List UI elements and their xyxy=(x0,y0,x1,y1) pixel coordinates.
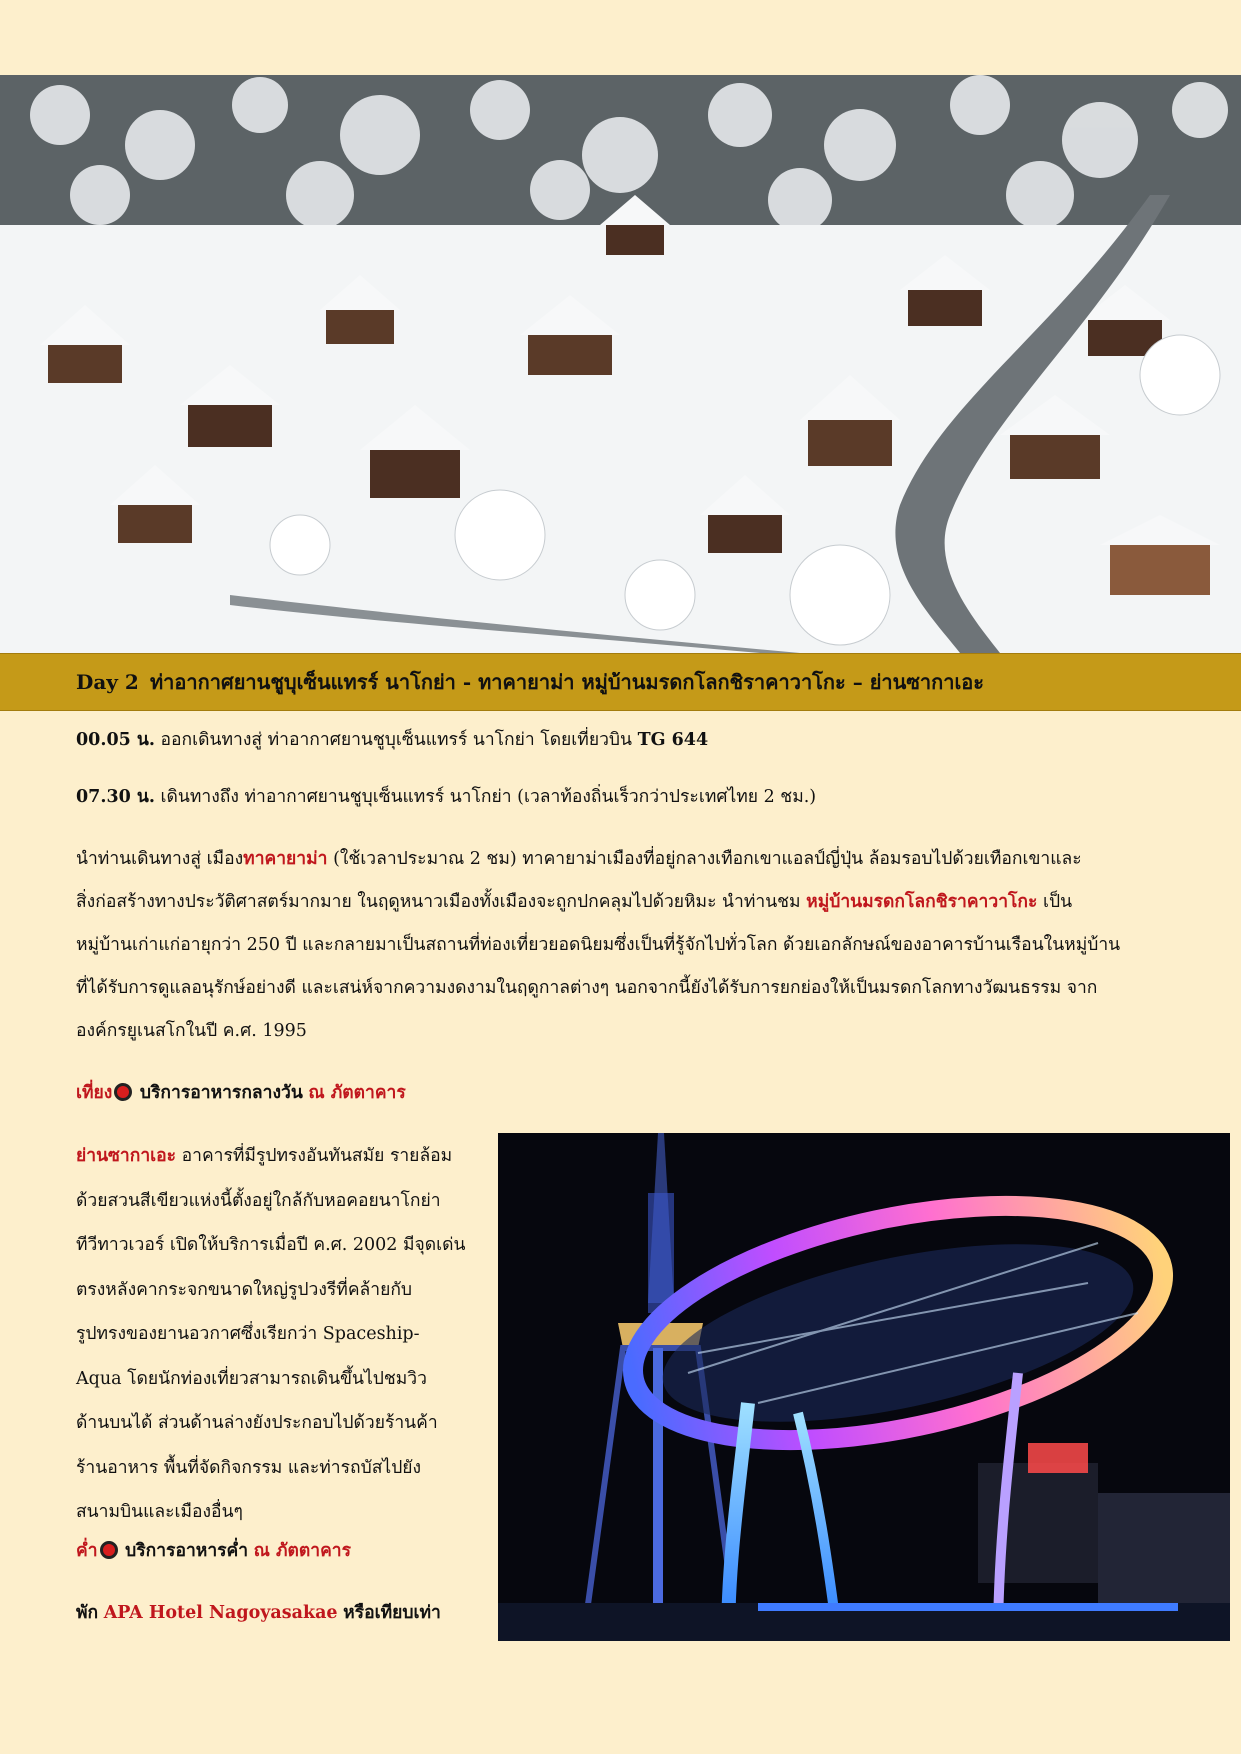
description-paragraph xyxy=(76,838,1166,1053)
day-header-bar xyxy=(0,653,1241,711)
snow-village-illustration xyxy=(0,75,1241,653)
day-title: ท่าอากาศยานชูบุเซ็นแทรร์ นาโกย่า - ทาคายาม่า หมู่บ้านมรดกโลกชิราคาวาโกะ – ย่านซากาเอะ xyxy=(150,670,985,694)
highlight-takayama: ทาคายาม่า xyxy=(243,849,328,869)
flight-number: TG 644 xyxy=(637,730,709,750)
day-label: Day 2 xyxy=(76,670,139,694)
lunch-text: บริการอาหารกลางวัน xyxy=(139,1083,303,1103)
plate-icon xyxy=(100,1541,118,1559)
description-line: องค์กรยูเนสโกในปี ค.ศ. 1995 xyxy=(76,1021,307,1041)
dinner-venue: ณ ภัตตาคาร xyxy=(253,1541,352,1561)
sakae-line: ด้วยสวนสีเขียวแห่งนี้ตั้งอยู่ใกล้กับหอคอยนาโกย่า xyxy=(76,1190,441,1211)
hero-photo-shirakawago xyxy=(0,75,1241,653)
sakae-line: Aqua โดยนักท่องเที่ยวสามารถเดินขึ้นไปชมวิว xyxy=(76,1368,427,1389)
schedule-text: เดินทางถึง ท่าอากาศยานชูบุเซ็นแทรร์ นาโกย่า (เวลาท้องถิ่นเร็วกว่าประเทศไทย 2 ชม.) xyxy=(160,787,817,807)
schedule-item xyxy=(76,730,708,751)
schedule-text: ออกเดินทางสู่ ท่าอากาศยานชูบุเซ็นแทรร์ นาโกย่า โดยเที่ยวบิน xyxy=(160,730,632,750)
dinner-line xyxy=(76,1541,351,1562)
dinner-text: บริการอาหารค่ำ xyxy=(125,1541,249,1561)
lunch-line xyxy=(76,1083,406,1104)
sakae-line: ตรงหลังคากระจกขนาดใหญ่รูปวงรีที่คล้ายกับ xyxy=(76,1279,413,1300)
sakae-line: ร้านอาหาร พื้นที่จัดกิจกรรม และท่ารถบัสไปยัง xyxy=(76,1457,422,1478)
oasis21-night-photo xyxy=(498,1133,1230,1641)
hotel-name: APA Hotel Nagoyasakae xyxy=(103,1603,338,1623)
hotel-prefix: พัก xyxy=(76,1603,99,1623)
schedule-time: 07.30 น. xyxy=(76,787,155,807)
description-line: สิ่งก่อสร้างทางประวัติศาสตร์มากมาย ในฤดูหนาวเมืองทั้งเมืองจะถูกปกคลุมไปด้วยหิมะ นำท่านชม หมู่บ้านมรดกโลกชิราคาวาโกะ เป็น xyxy=(76,892,1073,912)
description-line: ที่ได้รับการดูแลอนุรักษ์อย่างดี และเสน่ห์จากความงดงามในฤดูกาลต่างๆ นอกจากนี้ยังได้รับการยกย่องให้เป็นมรดกโลกทางวัฒนธรรม จาก xyxy=(76,978,1098,998)
sakae-line: ทีวีทาวเวอร์ เปิดให้บริการเมื่อปี ค.ศ. 2002 มีจุดเด่น xyxy=(76,1235,466,1255)
dinner-label: ค่ำ xyxy=(76,1541,98,1561)
sakae-paragraph xyxy=(76,1134,476,1535)
hotel-suffix: หรือเทียบเท่า xyxy=(343,1603,441,1623)
sakae-line: รูปทรงของยานอวกาศซึ่งเรียกว่า Spaceship- xyxy=(76,1324,420,1344)
lunch-label: เที่ยง xyxy=(76,1083,113,1103)
hotel-line xyxy=(76,1603,441,1624)
description-line: หมู่บ้านเก่าแก่อายุกว่า 250 ปี และกลายมาเป็นสถานที่ท่องเที่ยวยอดนิยมซึ่งเป็นที่รู้จักไปทั่วโลก ด้วยเอกลักษณ์ของอาคารบ้านเรือนในหมู่บ้าน xyxy=(76,935,1121,955)
schedule-time: 00.05 น. xyxy=(76,730,155,750)
sakae-line: ด้านบนได้ ส่วนด้านล่างยังประกอบไปด้วยร้านค้า xyxy=(76,1413,438,1433)
plate-icon xyxy=(114,1083,132,1101)
description-line: นำท่านเดินทางสู่ เมืองทาคายาม่า (ใช้เวลาประมาณ 2 ชม) ทาคายาม่าเมืองที่อยู่กลางเทือกเขาแอลป์ญี่ปุ่น ล้อมรอบไปด้วยเทือกเขาและ xyxy=(76,849,1082,869)
schedule-item xyxy=(76,787,816,808)
spaceship-aqua-illustration xyxy=(498,1133,1230,1641)
sakae-line: ย่านซากาเอะ อาคารที่มีรูปทรงอันทันสมัย รายล้อม xyxy=(76,1146,453,1166)
highlight-shirakawago: หมู่บ้านมรดกโลกชิราคาวาโกะ xyxy=(806,892,1038,912)
highlight-sakae: ย่านซากาเอะ xyxy=(76,1146,177,1166)
lunch-venue: ณ ภัตตาคาร xyxy=(308,1083,406,1103)
sakae-line: สนามบินและเมืองอื่นๆ xyxy=(76,1502,243,1522)
